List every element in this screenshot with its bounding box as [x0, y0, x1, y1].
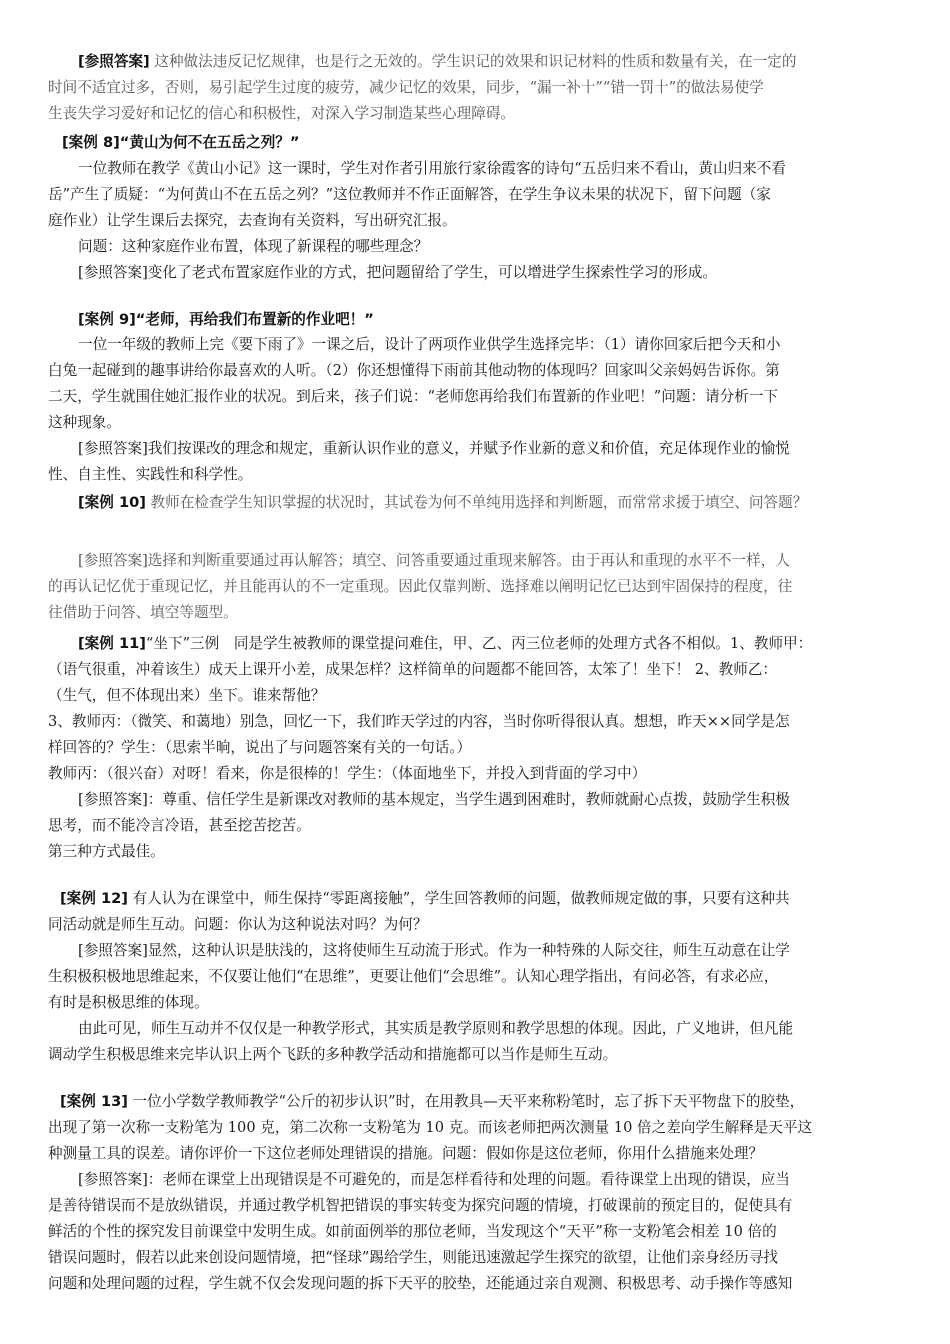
text-line: 同活动就是师生互动。问题：你认为这种说法对吗？为何？ — [48, 916, 428, 933]
text-line: 问题：这种家庭作业布置，体现了新课程的哪些理念？ — [78, 238, 429, 255]
text-line: 鲜活的个性的探究发目前课堂中发明生成。如前面例举的那位老师，当发现这个“天平”称一支粉笔会相差 10 倍的 — [48, 1223, 777, 1240]
text-line: 生丧失学习爱好和记忆的信心和积极性，对深入学习制造某些心理障碍。 — [48, 105, 516, 122]
text-line: 第三种方式最佳。 — [48, 843, 165, 860]
text-line: 思考，而不能冷言冷语，甚至挖苦挖苦。 — [48, 817, 311, 834]
text-line: 样回答的？学生：（思索半晌，说出了与问题答案有关的一句话。） — [48, 739, 472, 756]
case-heading: [案例 10] 教师在检查学生知识掌握的状况时，其试卷为何不单纯用选择和判断题，而常常求援于填空、问答题？ — [78, 494, 808, 511]
text-line: 二天，学生就围住她汇报作业的状况。到后来，孩子们说：“老师您再给我们布置新的作业吧！”问题：请分析一下 — [48, 388, 779, 405]
text-line: 往借助于问答、填空等题型。 — [48, 604, 238, 621]
text-line: 庭作业）让学生课后去探究，去查询有关资料，写出研究汇报。 — [48, 212, 457, 229]
text-line: [参照答案]：尊重、信任学生是新课改对教师的基本规定，当学生遇到困难时，教师就耐心点拨，鼓励学生积极 — [78, 791, 790, 808]
text-line: 有时是积极思维的体现。 — [48, 994, 209, 1011]
text-line: 白兔一起碰到的趣事讲给你最喜欢的人听。（2）你还想懂得下雨前其他动物的体现吗？回家叫父亲妈妈告诉你。第 — [48, 362, 780, 379]
text-line: 错误问题时，假若以此来创设问题情境，把“怪球”踢给学生，则能迅速激起学生探究的欲望，让他们亲身经历寻找 — [48, 1249, 779, 1266]
text-line: 性、自主性、实践性和科学性。 — [48, 466, 253, 483]
case-heading: [案例 8]“黄山为何不在五岳之列？” — [62, 134, 300, 151]
case-heading: [案例 12] 有人认为在课堂中，师生保持“零距离接触”，学生回答教师的问题，做教师规定做的事，只要有这种共 — [60, 890, 790, 907]
text-line: 一位教师在教学《黄山小记》这一课时，学生对作者引用旅行家徐霞客的诗句“五岳归来不看山，黄山归来不看 — [78, 160, 786, 177]
text-line: 调动学生积极思维来完毕认识上两个飞跃的多种教学活动和措施都可以当作是师生互动。 — [48, 1046, 618, 1063]
text-line: [参照答案]显然，这种认识是肤浅的，这将使师生互动流于形式。作为一种特殊的人际交往，师生互动意在让学 — [78, 942, 790, 959]
case-heading: [案例 13] 一位小学数学教师教学“公斤的初步认识”时，在用教具—天平来称粉笔时，忘了拆下天平物盘下的胶垫， — [60, 1093, 805, 1110]
case-heading: [案例 9]“老师，再给我们布置新的作业吧！” — [78, 311, 374, 328]
text-line: 时间不适宜过多，否则，易引起学生过度的疲劳，减少记忆的效果，同步，“漏一补十”“错一罚十”的做法易使学 — [48, 79, 764, 96]
text-line: 一位一年级的教师上完《要下雨了》一课之后，设计了两项作业供学生选择完毕：（1）请你回家后把今天和小 — [78, 336, 781, 353]
text-line: [参照答案]：老师在课堂上出现错误是不可避免的，而是怎样看待和处理的问题。看待课堂上出现的错误，应当 — [78, 1171, 790, 1188]
case-heading: [案例 11]“坐下”三例 同是学生被教师的课堂提问难住，甲、乙、丙三位老师的处理方式各不相似。1、教师甲： — [78, 635, 813, 652]
text-line: 由此可见，师生互动并不仅仅是一种教学形式，其实质是教学原则和教学思想的体现。因此，广义地讲，但凡能 — [78, 1020, 794, 1037]
text-line: [参照答案]选择和判断重要通过再认解答；填空、问答重要通过重现来解答。由于再认和重现的水平不一样，人 — [78, 552, 790, 569]
text-line: 生积极积极地思维起来，不仅要让他们“在思维”，更要让他们“会思维”。认知心理学指出，有问必答，有求必应， — [48, 968, 779, 985]
text-line: 教师丙：（很兴奋）对呀！看来，你是很棒的！学生：（体面地坐下，并投入到背面的学习中） — [48, 765, 647, 782]
text-line: 问题和处理问题的过程，学生就不仅会发现问题的拆下天平的胶垫，还能通过亲自观测、积极思考、动手操作等感知 — [48, 1275, 793, 1292]
text-line: （语气很重，冲着该生）成天上课开小差，成果怎样？这样简单的问题都不能回答，太笨了！坐下！ 2、教师乙： — [48, 661, 778, 678]
text-line: 岳”产生了质疑：“为何黄山不在五岳之列？”这位教师并不作正面解答，在学生争议未果的状况下，留下问题（家 — [48, 186, 771, 203]
text-line: 这种现象。 — [48, 414, 121, 431]
text-line: （生气，但不体现出来）坐下。谁来帮他？ — [48, 687, 326, 704]
text-line: [参照答案]变化了老式布置家庭作业的方式，把问题留给了学生，可以增进学生探索性学习的形成。 — [78, 264, 717, 281]
text-line: 的再认记忆优于重现记忆，并且能再认的不一定重现。因此仅靠判断、选择难以阐明记忆已达到牢固保持的程度，往 — [48, 578, 793, 595]
text-line: 是善待错误而不是放纵错误，并通过教学机智把错误的事实转变为探究问题的情境，打破课前的预定目的，促使具有 — [48, 1197, 793, 1214]
text-line: [参照答案]我们按课改的理念和规定，重新认识作业的意义，并赋予作业新的意义和价值，充足体现作业的愉悦 — [78, 440, 790, 457]
text-line: 出现了第一次称一支粉笔为 100 克，第二次称一支粉笔为 10 克。而该老师把两次测量 10 倍之差向学生解释是天平这 — [48, 1119, 813, 1136]
text-line: [参照答案] 这种做法违反记忆规律，也是行之无效的。学生识记的效果和识记材料的性质和数量有关，在一定的 — [78, 53, 797, 70]
text-line: 种测量工具的误差。请你评价一下这位老师处理错误的措施。问题：假如你是这位老师，你用什么措施来处理？ — [48, 1145, 764, 1162]
text-line: 3、教师丙：（微笑、和蔼地）别急，回忆一下，我们昨天学过的内容，当时你听得很认真。想想，昨天××同学是怎 — [48, 713, 790, 730]
